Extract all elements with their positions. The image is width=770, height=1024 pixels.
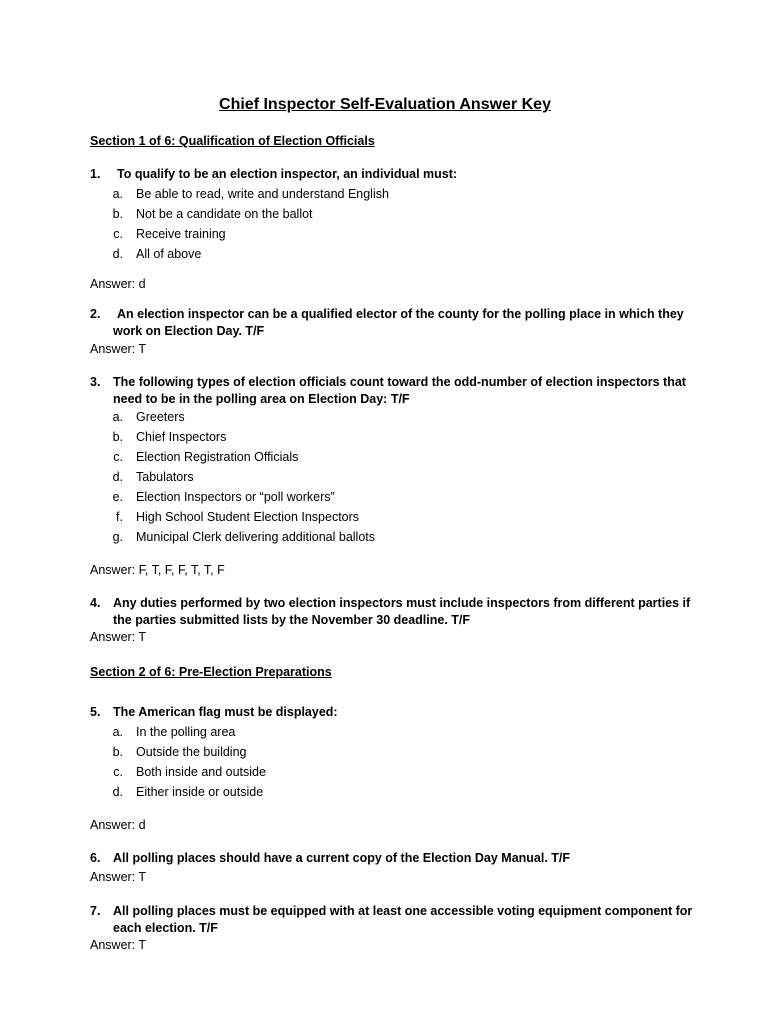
question-1-option-text: Not be a candidate on the ballot (136, 207, 313, 221)
question-5-option-text: In the polling area (136, 725, 236, 739)
section-heading-2: Section 2 of 6: Pre-Election Preparations (90, 665, 332, 679)
question-5-option-text: Both inside and outside (136, 765, 266, 779)
question-3-option-letter: a. (112, 410, 123, 424)
question-3-option-text: Election Inspectors or “poll workers” (136, 490, 335, 504)
question-5-option-letter: d. (112, 785, 123, 799)
question-3-option-text: Election Registration Officials (136, 450, 299, 464)
question-5-text: The American flag must be displayed: (113, 705, 338, 719)
page-title: Chief Inspector Self-Evaluation Answer Key (219, 96, 551, 113)
question-2-number: 2. (90, 307, 101, 321)
question-2-text-line: work on Election Day. T/F (113, 324, 265, 338)
question-2-text-line: An election inspector can be a qualified elector of the county for the polling place in which they (117, 307, 684, 321)
question-3-option-text: Greeters (136, 410, 185, 424)
question-5-option-letter: a. (112, 725, 123, 739)
question-6-answer: Answer: T (90, 870, 147, 884)
question-1-answer: Answer: d (90, 277, 146, 291)
question-1-option-text: Receive training (136, 227, 226, 241)
question-7-number: 7. (90, 904, 101, 918)
question-7-answer: Answer: T (90, 938, 147, 952)
question-3-option-text: Tabulators (136, 470, 194, 484)
question-3-text-line: The following types of election officials count toward the odd-number of election inspectors that (113, 375, 686, 389)
question-5-option-text: Outside the building (136, 745, 247, 759)
question-1-option-text: Be able to read, write and understand English (136, 187, 389, 201)
question-3-option-letter: c. (113, 450, 123, 464)
question-3-option-letter: b. (112, 430, 123, 444)
question-3-option-text: Municipal Clerk delivering additional ballots (136, 530, 376, 544)
question-1-number: 1. (90, 167, 101, 181)
question-1-option-text: All of above (136, 247, 202, 261)
question-7-text-line: each election. T/F (113, 921, 218, 935)
question-1-text: To qualify to be an election inspector, an individual must: (117, 167, 458, 181)
question-6-text: All polling places should have a current copy of the Election Day Manual. T/F (113, 851, 571, 865)
question-5-option-letter: b. (112, 745, 123, 759)
question-1-option-letter: b. (112, 207, 123, 221)
question-1-option-letter: d. (112, 247, 123, 261)
question-3-option-text: High School Student Election Inspectors (136, 510, 360, 524)
question-3-option-letter: e. (112, 490, 123, 504)
question-3-answer: Answer: F, T, F, F, T, T, F (90, 563, 225, 577)
question-5-answer: Answer: d (90, 818, 146, 832)
question-4-number: 4. (90, 596, 101, 610)
question-3-option-letter: d. (112, 470, 123, 484)
question-3-number: 3. (90, 375, 101, 389)
question-5-number: 5. (90, 705, 101, 719)
question-2-answer: Answer: T (90, 342, 147, 356)
question-3-option-letter: f. (116, 510, 123, 524)
question-4-text-line: the parties submitted lists by the November 30 deadline. T/F (113, 613, 471, 627)
question-1-option-letter: c. (113, 227, 123, 241)
section-heading-1: Section 1 of 6: Qualification of Election Officials (90, 134, 375, 148)
question-4-text-line: Any duties performed by two election inspectors must include inspectors from different parties if (113, 596, 691, 610)
question-3-text-line: need to be in the polling area on Election Day: T/F (113, 392, 410, 406)
question-3-option-letter: g. (112, 530, 123, 544)
question-1-option-letter: a. (112, 187, 123, 201)
question-3-option-text: Chief Inspectors (136, 430, 227, 444)
question-7-text-line: All polling places must be equipped with at least one accessible voting equipment component for (113, 904, 693, 918)
question-5-option-letter: c. (113, 765, 123, 779)
question-5-option-text: Either inside or outside (136, 785, 264, 799)
question-4-answer: Answer: T (90, 630, 147, 644)
question-6-number: 6. (90, 851, 101, 865)
